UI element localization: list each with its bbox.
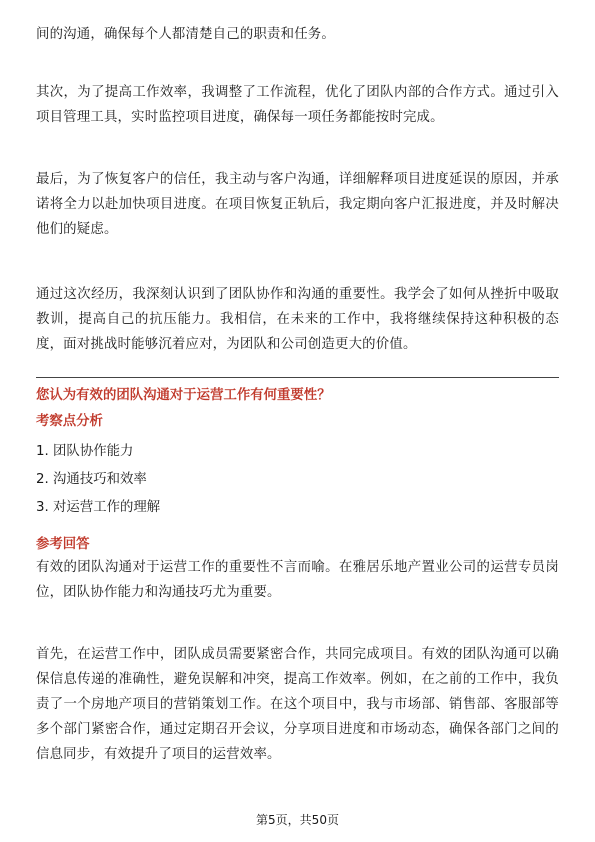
analysis-heading: 考察点分析 [36, 414, 103, 429]
analysis-item: 2. 沟通技巧和效率 [36, 472, 147, 487]
paragraph-reflection: 通过这次经历，我深刻认识到了团队协作和沟通的重要性。我学会了如何从挫折中吸取教训，提高自己的抗压能力。我相信，在未来的工作中，我将继续保持这种积极的态度，面对挑战时能够沉着应对，为团队和公司创造更大的价值。 [36, 287, 559, 352]
analysis-item: 1. 团队协作能力 [36, 444, 134, 459]
paragraph-efficiency: 其次，为了提高工作效率，我调整了工作流程，优化了团队内部的合作方式。通过引入项目管理工具，实时监控项目进度，确保每一项任务都能按时完成。 [36, 85, 559, 125]
section-divider [36, 377, 559, 378]
answer-paragraph-example: 首先，在运营工作中，团队成员需要紧密合作，共同完成项目。有效的团队沟通可以确保信息传递的准确性，避免误解和冲突，提高工作效率。例如，在之前的工作中，我负责了一个房地产项目的营销策划工作。在这个项目中，我与市场部、销售部、客服部等多个部门紧密合作，通过定期召开会议，分享项目进度和市场动态，确保各部门之间的信息同步，有效提升了项目的运营效率。 [36, 647, 559, 762]
interview-question: 您认为有效的团队沟通对于运营工作有何重要性？ [36, 388, 331, 403]
answer-heading: 参考回答 [36, 537, 90, 552]
paragraph-client-trust: 最后，为了恢复客户的信任，我主动与客户沟通，详细解释项目进度延误的原因，并承诺将全力以赴加快项目进度。在项目恢复正轨后，我定期向客户汇报进度，并及时解决他们的疑虑。 [36, 172, 559, 237]
answer-paragraph-intro: 有效的团队沟通对于运营工作的重要性不言而喻。在雅居乐地产置业公司的运营专员岗位，团队协作能力和沟通技巧尤为重要。 [36, 560, 559, 600]
paragraph-continuation: 间的沟通，确保每个人都清楚自己的职责和任务。 [36, 27, 335, 42]
analysis-item: 3. 对运营工作的理解 [36, 500, 161, 515]
page-number-footer: 第5页，共50页 [256, 813, 339, 827]
